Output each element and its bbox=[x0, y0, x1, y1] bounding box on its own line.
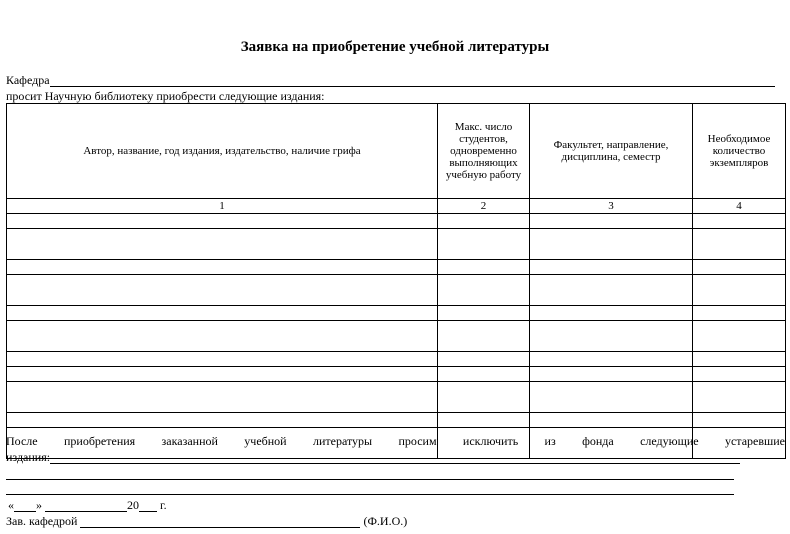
table-row bbox=[7, 229, 786, 260]
editions-label: издания: bbox=[6, 450, 51, 464]
form-title: Заявка на приобретение учебной литературы bbox=[240, 39, 550, 55]
table-cell[interactable] bbox=[693, 229, 786, 260]
table-cell[interactable] bbox=[438, 352, 530, 367]
table-row bbox=[7, 352, 786, 367]
column-number: 2 bbox=[438, 199, 530, 214]
fio-label: (Ф.И.О.) bbox=[363, 514, 408, 528]
table-cell[interactable] bbox=[7, 321, 438, 352]
date-year-field[interactable] bbox=[139, 499, 157, 512]
table-cell[interactable] bbox=[438, 229, 530, 260]
column-header-author: Автор, название, год издания, издательство, наличие грифа bbox=[7, 104, 438, 199]
table-row bbox=[7, 367, 786, 382]
request-text: просит Научную библиотеку приобрести следующие издания: bbox=[6, 89, 325, 103]
table-cell[interactable] bbox=[693, 214, 786, 229]
table-cell[interactable] bbox=[530, 382, 693, 413]
table-cell[interactable] bbox=[530, 214, 693, 229]
department-label: Кафедра bbox=[6, 73, 50, 87]
table-cell[interactable] bbox=[7, 306, 438, 321]
column-number: 4 bbox=[693, 199, 786, 214]
table-cell[interactable] bbox=[693, 306, 786, 321]
table-cell[interactable] bbox=[7, 275, 438, 306]
table-cell[interactable] bbox=[7, 260, 438, 275]
table-cell[interactable] bbox=[438, 413, 530, 428]
column-header-students: Макс. число студентов, одновременно выполняющих учебную работу bbox=[438, 104, 530, 199]
table-cell[interactable] bbox=[438, 321, 530, 352]
table-cell[interactable] bbox=[7, 367, 438, 382]
table-cell[interactable] bbox=[693, 352, 786, 367]
table-cell[interactable] bbox=[530, 275, 693, 306]
request-table bbox=[6, 103, 786, 459]
column-number: 1 bbox=[7, 199, 438, 214]
column-header-quantity: Необходимое количество экземпляров bbox=[693, 104, 786, 199]
date-year-prefix: 20 bbox=[127, 498, 139, 512]
table-cell[interactable] bbox=[693, 275, 786, 306]
table-cell[interactable] bbox=[693, 321, 786, 352]
table-row bbox=[7, 214, 786, 229]
exclude-text: После приобретения заказанной учебной литературы просим исключить из фонда следующие устаревшие bbox=[6, 434, 785, 448]
table-row bbox=[7, 382, 786, 413]
table-cell[interactable] bbox=[693, 413, 786, 428]
date-close-quote: » bbox=[36, 498, 42, 512]
table-cell[interactable] bbox=[7, 382, 438, 413]
table-cell[interactable] bbox=[530, 352, 693, 367]
table-row bbox=[7, 413, 786, 428]
column-number: 3 bbox=[530, 199, 693, 214]
table-cell[interactable] bbox=[7, 352, 438, 367]
table-cell[interactable] bbox=[7, 214, 438, 229]
head-signature-field[interactable] bbox=[80, 515, 360, 528]
head-label: Зав. кафедрой bbox=[6, 514, 78, 528]
table-cell[interactable] bbox=[7, 229, 438, 260]
table-cell[interactable] bbox=[7, 413, 438, 428]
table-cell[interactable] bbox=[530, 367, 693, 382]
table-row bbox=[7, 321, 786, 352]
column-header-faculty: Факультет, направление, дисциплина, семестр bbox=[530, 104, 693, 199]
table-cell[interactable] bbox=[438, 306, 530, 321]
table-row bbox=[7, 306, 786, 321]
table-cell[interactable] bbox=[693, 260, 786, 275]
table-cell[interactable] bbox=[438, 260, 530, 275]
table-cell[interactable] bbox=[438, 214, 530, 229]
table-cell[interactable] bbox=[530, 229, 693, 260]
table-cell[interactable] bbox=[530, 321, 693, 352]
column-number-row bbox=[7, 199, 786, 214]
department-field[interactable] bbox=[50, 74, 775, 87]
table-cell[interactable] bbox=[530, 306, 693, 321]
table-header-row bbox=[7, 104, 786, 199]
table-cell[interactable] bbox=[693, 367, 786, 382]
table-cell[interactable] bbox=[530, 413, 693, 428]
date-line bbox=[8, 498, 167, 512]
table-row bbox=[7, 260, 786, 275]
date-open-quote: « bbox=[8, 498, 14, 512]
date-year-suffix: г. bbox=[160, 498, 167, 512]
table-cell[interactable] bbox=[693, 382, 786, 413]
table-cell[interactable] bbox=[438, 275, 530, 306]
editions-line bbox=[6, 450, 740, 464]
table-cell[interactable] bbox=[438, 382, 530, 413]
date-day-field[interactable] bbox=[14, 499, 36, 512]
editions-field-line[interactable] bbox=[6, 479, 734, 480]
editions-field-line[interactable] bbox=[6, 494, 734, 495]
table-row bbox=[7, 275, 786, 306]
department-line bbox=[6, 73, 775, 87]
table-cell[interactable] bbox=[438, 367, 530, 382]
editions-field[interactable] bbox=[50, 451, 740, 464]
date-month-field[interactable] bbox=[45, 499, 127, 512]
table-cell[interactable] bbox=[530, 260, 693, 275]
head-signature-line bbox=[6, 514, 407, 528]
